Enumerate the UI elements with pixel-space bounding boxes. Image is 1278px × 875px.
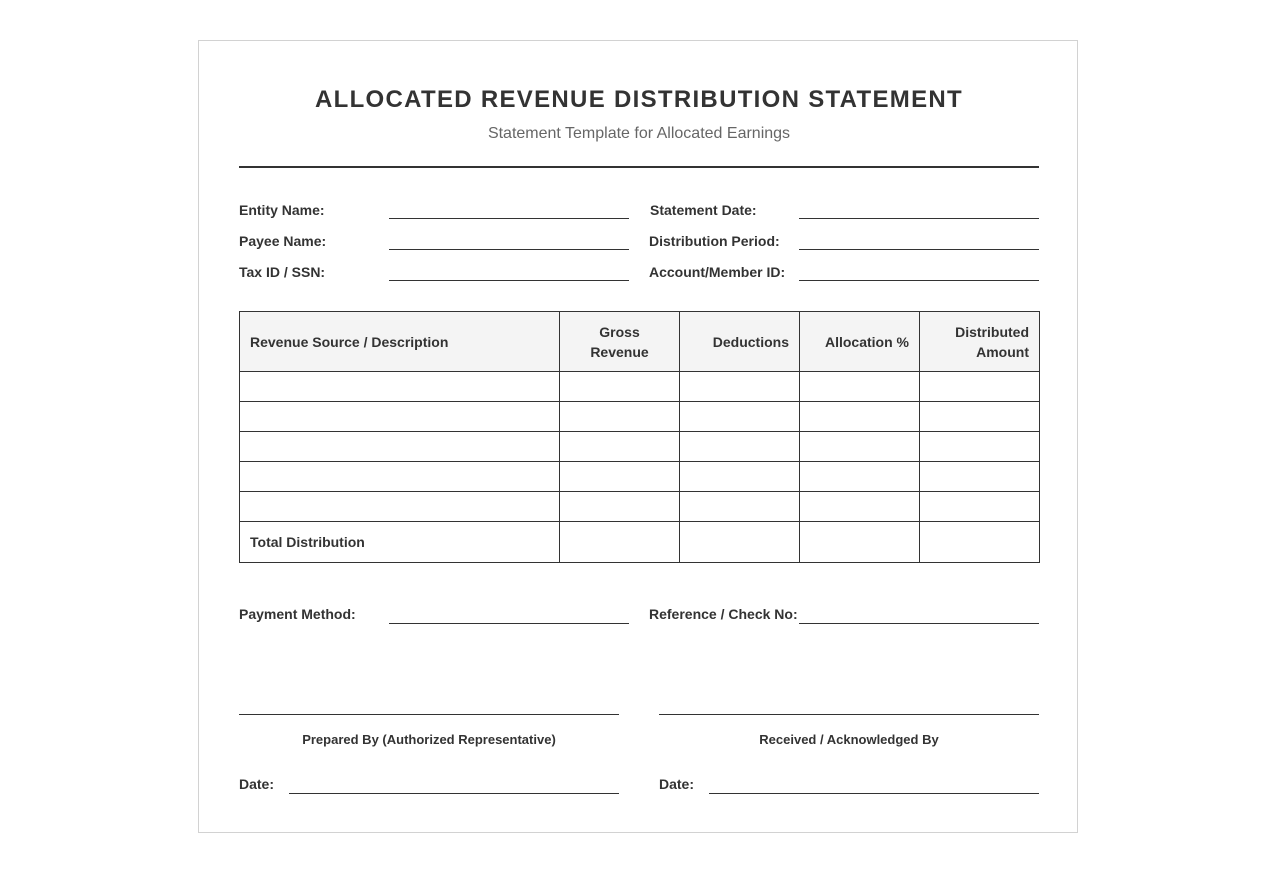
col-header-allocation: Allocation %: [800, 312, 920, 372]
table-row: [240, 402, 1040, 432]
table-cell[interactable]: [920, 402, 1040, 432]
table-cell[interactable]: [800, 402, 920, 432]
table-cell[interactable]: [920, 372, 1040, 402]
table-row: [240, 462, 1040, 492]
table-cell[interactable]: [240, 402, 560, 432]
col-header-source: Revenue Source / Description: [240, 312, 560, 372]
total-label: Total Distribution: [240, 522, 560, 563]
received-date-field[interactable]: [709, 793, 1039, 794]
table-cell[interactable]: [240, 372, 560, 402]
reference-check-field[interactable]: [799, 623, 1039, 624]
payment-method-field[interactable]: [389, 623, 629, 624]
table-cell[interactable]: [680, 462, 800, 492]
prepared-date-label: Date:: [239, 776, 275, 792]
table-row: [240, 372, 1040, 402]
reference-check-label: Reference / Check No:: [649, 606, 798, 622]
received-date-label: Date:: [659, 776, 695, 792]
tax-id-field[interactable]: [389, 280, 629, 281]
total-row: [240, 522, 1040, 563]
total-deductions-cell[interactable]: [680, 522, 800, 563]
document-subtitle: Statement Template for Allocated Earnings: [487, 125, 791, 142]
revenue-table: [239, 311, 1040, 563]
table-cell[interactable]: [800, 492, 920, 522]
account-id-label: Account/Member ID:: [649, 264, 786, 280]
statement-date-label: Statement Date:: [650, 202, 757, 218]
table-cell[interactable]: [680, 432, 800, 462]
entity-name-label: Entity Name:: [239, 202, 325, 218]
distribution-period-field[interactable]: [799, 249, 1039, 250]
table-cell[interactable]: [240, 432, 560, 462]
prepared-by-signature-line[interactable]: [239, 714, 619, 715]
table-cell[interactable]: [920, 462, 1040, 492]
prepared-date-field[interactable]: [289, 793, 619, 794]
account-id-field[interactable]: [799, 280, 1039, 281]
tax-id-label: Tax ID / SSN:: [239, 264, 326, 280]
statement-date-field[interactable]: [799, 218, 1039, 219]
table-cell[interactable]: [560, 372, 680, 402]
received-by-caption: Received / Acknowledged By: [759, 732, 939, 747]
received-by-signature-line[interactable]: [659, 714, 1039, 715]
payee-name-label: Payee Name:: [239, 233, 327, 249]
col-header-distributed: Distributed Amount: [920, 312, 1040, 372]
total-allocation-cell[interactable]: [800, 522, 920, 563]
distribution-period-label: Distribution Period:: [649, 233, 780, 249]
table-cell[interactable]: [240, 492, 560, 522]
table-cell[interactable]: [800, 462, 920, 492]
entity-name-field[interactable]: [389, 218, 629, 219]
table-cell[interactable]: [680, 492, 800, 522]
table-row: [240, 432, 1040, 462]
statement-page: [198, 40, 1078, 833]
table-cell[interactable]: [560, 492, 680, 522]
prepared-by-caption: Prepared By (Authorized Representative): [302, 732, 556, 747]
table-cell[interactable]: [240, 462, 560, 492]
table-cell[interactable]: [920, 492, 1040, 522]
document-title: ALLOCATED REVENUE DISTRIBUTION STATEMENT: [315, 86, 963, 113]
table-row: [240, 492, 1040, 522]
table-cell[interactable]: [560, 432, 680, 462]
table-cell[interactable]: [920, 432, 1040, 462]
col-header-deductions: Deductions: [680, 312, 800, 372]
table-cell[interactable]: [680, 402, 800, 432]
col-header-gross: Gross Revenue: [560, 312, 680, 372]
table-cell[interactable]: [560, 402, 680, 432]
payee-name-field[interactable]: [389, 249, 629, 250]
table-cell[interactable]: [680, 372, 800, 402]
table-cell[interactable]: [560, 462, 680, 492]
total-distributed-cell[interactable]: [920, 522, 1040, 563]
table-cell[interactable]: [800, 372, 920, 402]
total-gross-cell[interactable]: [560, 522, 680, 563]
table-header-row: [240, 312, 1040, 372]
table-cell[interactable]: [800, 432, 920, 462]
header-divider: [239, 166, 1039, 168]
payment-method-label: Payment Method:: [239, 606, 356, 622]
